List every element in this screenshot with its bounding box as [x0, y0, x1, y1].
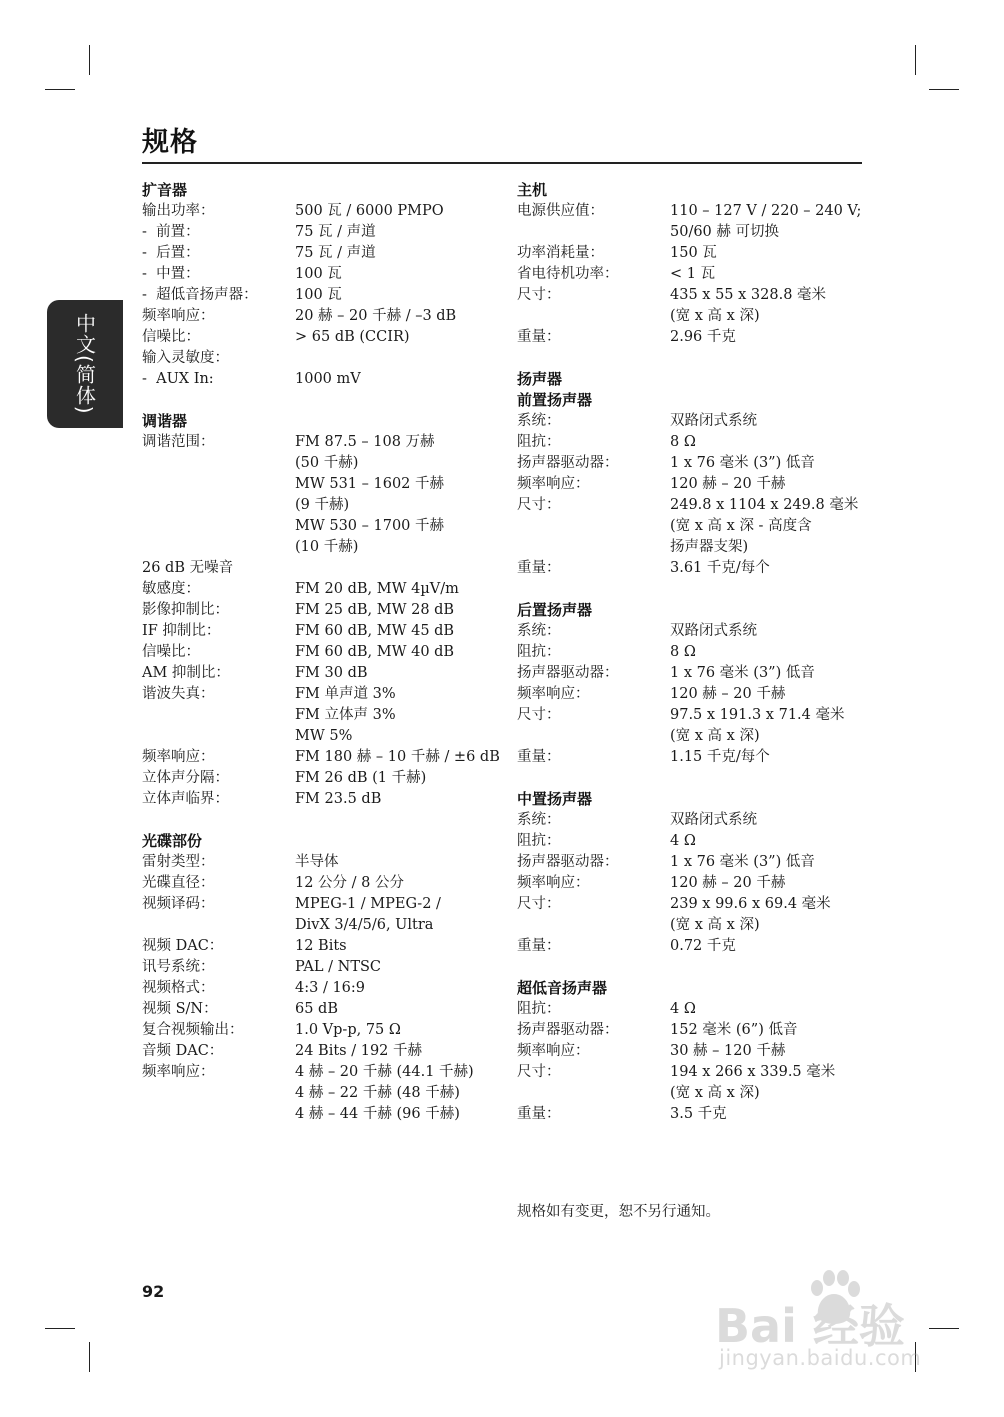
spec-value: 8 Ω	[670, 434, 696, 450]
spec-row	[517, 201, 867, 222]
spec-label: 视频译码：	[142, 896, 215, 912]
spec-label: 频率响应：	[517, 1043, 590, 1059]
spec-value: FM 60 dB, MW 45 dB	[295, 623, 455, 639]
spec-value: 110 – 127 V / 220 – 240 V;	[670, 203, 862, 219]
watermark-url: jingyan.baidu.com	[719, 1346, 922, 1370]
spec-row	[142, 915, 492, 936]
spec-row	[142, 264, 492, 285]
language-tab-label: 中文(简体)	[72, 313, 97, 415]
spec-row	[142, 978, 492, 999]
spec-value: 1.0 Vp-p, 75 Ω	[295, 1022, 401, 1038]
spec-row	[517, 411, 867, 432]
spec-value: 1.15 千克/每个	[670, 749, 770, 765]
section-title: 光碟部份	[142, 832, 203, 850]
spec-label: 输入灵敏度：	[142, 350, 229, 366]
spec-value: 97.5 x 191.3 x 71.4 毫米	[670, 707, 845, 723]
spec-row	[517, 516, 867, 537]
spec-value: 3.5 千克	[670, 1106, 727, 1122]
spec-row	[517, 495, 867, 516]
spec-value	[295, 348, 492, 369]
spec-label: 功率消耗量：	[517, 245, 604, 261]
spec-label: 信噪比：	[142, 329, 200, 345]
spec-label	[142, 453, 295, 474]
spec-label: - 中置：	[142, 266, 200, 282]
spec-value: 100 瓦	[295, 287, 342, 303]
spec-label: 系统：	[517, 812, 561, 828]
spec-label: 光碟直径：	[142, 875, 215, 891]
spec-value: 4 赫 – 22 千赫 (48 千赫)	[295, 1085, 460, 1101]
spec-value: 120 赫 – 20 千赫	[670, 686, 786, 702]
spec-row	[142, 285, 492, 306]
spec-value: 249.8 x 1104 x 249.8 毫米	[670, 497, 859, 513]
spec-row	[517, 852, 867, 873]
spec-label: 重量：	[517, 749, 561, 765]
spec-value: (宽 x 高 x 深)	[670, 1085, 760, 1101]
spec-label: 敏感度：	[142, 581, 200, 597]
spec-value: 100 瓦	[295, 266, 342, 282]
spec-label: 雷射类型：	[142, 854, 215, 870]
spec-label	[142, 537, 295, 558]
section-subtitle: 前置扬声器	[517, 391, 593, 409]
spec-row	[517, 453, 867, 474]
spec-value: 4:3 / 16:9	[295, 980, 366, 996]
spec-value: FM 30 dB	[295, 665, 368, 681]
spec-value: 8 Ω	[670, 644, 696, 660]
spec-value: 4 赫 – 20 千赫 (44.1 千赫)	[295, 1064, 474, 1080]
spec-row	[517, 1083, 867, 1104]
spec-value: FM 25 dB, MW 28 dB	[295, 602, 455, 618]
spec-label: 视频格式：	[142, 980, 215, 996]
spec-value: (50 千赫)	[295, 455, 359, 471]
spec-row	[517, 285, 867, 306]
section-title: 扬声器	[517, 370, 563, 388]
spec-row	[142, 726, 492, 747]
spec-label: 讯号系统：	[142, 959, 215, 975]
spec-value: 65 dB	[295, 1001, 338, 1017]
crop-mark	[915, 45, 916, 75]
spec-label: 扬声器驱动器：	[517, 1022, 619, 1038]
spec-label	[142, 915, 295, 936]
spec-label: 系统：	[517, 623, 561, 639]
spec-row	[142, 768, 492, 789]
spec-row	[517, 537, 867, 558]
spec-row	[517, 915, 867, 936]
spec-label: 频率响应：	[517, 875, 590, 891]
spec-row	[517, 306, 867, 327]
spec-label: - 前置：	[142, 224, 200, 240]
spec-row	[142, 201, 492, 222]
spec-value: (宽 x 高 x 深 - 高度含	[670, 518, 812, 534]
spec-row	[142, 621, 492, 642]
page-number: 92	[142, 1282, 165, 1301]
spec-label: 立体声临界：	[142, 791, 229, 807]
spec-label: 尺寸：	[517, 707, 561, 723]
spec-value: (宽 x 高 x 深)	[670, 308, 760, 324]
spec-label: 调谐范围：	[142, 434, 215, 450]
spec-row	[142, 516, 492, 537]
page-title: 规格	[142, 127, 198, 158]
spec-row	[517, 831, 867, 852]
spec-row	[517, 327, 867, 348]
spec-value: 20 赫 – 20 千赫 / –3 dB	[295, 308, 457, 324]
spec-label: 系统：	[517, 413, 561, 429]
spec-label: 尺寸：	[517, 1064, 561, 1080]
spec-value: > 65 dB (CCIR)	[295, 329, 410, 345]
spec-row	[142, 432, 492, 453]
spec-label	[142, 495, 295, 516]
spec-label: 频率响应：	[142, 308, 215, 324]
spec-label: 尺寸：	[517, 497, 561, 513]
spec-label: 立体声分隔：	[142, 770, 229, 786]
spec-value: DivX 3/4/5/6, Ultra	[295, 917, 434, 933]
spec-row	[142, 663, 492, 684]
spec-label: 频率响应：	[517, 686, 590, 702]
spec-row	[517, 894, 867, 915]
spec-label	[517, 915, 670, 936]
spec-label: 频率响应：	[142, 1064, 215, 1080]
spec-value: MW 531 – 1602 千赫	[295, 476, 445, 492]
spec-value: MPEG-1 / MPEG-2 /	[295, 896, 441, 912]
spec-row	[517, 810, 867, 831]
spec-value: 12 Bits	[295, 938, 347, 954]
spec-value: FM 26 dB (1 千赫)	[295, 770, 427, 786]
spec-value: 扬声器支架)	[670, 539, 749, 555]
spec-label: 重量：	[517, 938, 561, 954]
spec-label: IF 抑制比：	[142, 623, 221, 639]
spec-value	[295, 558, 492, 579]
spec-row	[142, 453, 492, 474]
spec-row	[142, 348, 492, 369]
section-title: 调谐器	[142, 412, 188, 430]
spec-label: 扬声器驱动器：	[517, 665, 619, 681]
spec-label: 省电待机功率：	[517, 266, 619, 282]
spec-row	[517, 621, 867, 642]
spec-value: 半导体	[295, 854, 339, 870]
spec-label: 音频 DAC：	[142, 1043, 224, 1059]
language-tab	[47, 300, 123, 428]
spec-label: 输出功率：	[142, 203, 215, 219]
spec-label: 26 dB 无噪音	[142, 560, 234, 576]
spec-value: 239 x 99.6 x 69.4 毫米	[670, 896, 831, 912]
spec-row	[517, 243, 867, 264]
spec-column-right	[517, 180, 867, 1125]
spec-value: 1 x 76 毫米 (3”) 低音	[670, 455, 815, 471]
baidu-watermark	[715, 1268, 955, 1378]
spec-label: 影像抑制比：	[142, 602, 229, 618]
spec-row	[142, 579, 492, 600]
crop-mark	[45, 1328, 75, 1329]
spec-row	[517, 1020, 867, 1041]
spec-value: MW 530 – 1700 千赫	[295, 518, 445, 534]
spec-label: - 后置：	[142, 245, 200, 261]
crop-mark	[89, 45, 90, 75]
spec-row	[142, 222, 492, 243]
spec-value: 75 瓦 / 声道	[295, 224, 376, 240]
spec-label	[517, 537, 670, 558]
spec-value: 4 Ω	[670, 833, 696, 849]
spec-value: (9 千赫)	[295, 497, 350, 513]
spec-label: 频率响应：	[142, 749, 215, 765]
spec-row	[142, 1083, 492, 1104]
spec-row	[142, 1062, 492, 1083]
spec-row	[517, 705, 867, 726]
spec-row	[517, 663, 867, 684]
spec-row	[142, 558, 492, 579]
spec-value: 4 Ω	[670, 1001, 696, 1017]
spec-value: < 1 瓦	[670, 266, 716, 282]
spec-value: FM 20 dB, MW 4µV/m	[295, 581, 459, 597]
spec-value: 120 赫 – 20 千赫	[670, 476, 786, 492]
spec-label	[142, 726, 295, 747]
spec-value: 150 瓦	[670, 245, 717, 261]
spec-value: 12 公分 / 8 公分	[295, 875, 404, 891]
spec-row	[142, 684, 492, 705]
spec-label	[142, 705, 295, 726]
spec-row	[142, 306, 492, 327]
spec-row	[142, 1020, 492, 1041]
spec-label: 电源供应值：	[517, 203, 604, 219]
spec-label	[517, 516, 670, 537]
spec-label: 阻抗：	[517, 833, 561, 849]
spec-column-left	[142, 180, 500, 1125]
spec-value: 435 x 55 x 328.8 毫米	[670, 287, 827, 303]
spec-label: 重量：	[517, 1106, 561, 1122]
spec-row	[517, 1041, 867, 1062]
section-title: 中置扬声器	[517, 790, 593, 808]
spec-row	[517, 1062, 867, 1083]
spec-row	[517, 1104, 867, 1125]
spec-row	[142, 600, 492, 621]
spec-value: FM 60 dB, MW 40 dB	[295, 644, 455, 660]
spec-row	[142, 537, 492, 558]
spec-label	[517, 306, 670, 327]
spec-row	[142, 369, 492, 390]
spec-row	[142, 789, 492, 810]
spec-row	[517, 642, 867, 663]
section-title: 扩音器	[142, 181, 188, 199]
spec-value: 194 x 266 x 339.5 毫米	[670, 1064, 836, 1080]
spec-value: 500 瓦 / 6000 PMPO	[295, 203, 444, 219]
spec-label: 尺寸：	[517, 287, 561, 303]
spec-label: 阻抗：	[517, 434, 561, 450]
spec-value: MW 5%	[295, 728, 353, 744]
title-rule	[142, 162, 862, 164]
change-notice: 规格如有变更，恕不另行通知。	[517, 1204, 720, 1220]
spec-row	[142, 1041, 492, 1062]
spec-value: 1 x 76 毫米 (3”) 低音	[670, 665, 815, 681]
spec-label: 信噪比：	[142, 644, 200, 660]
spec-value: 0.72 千克	[670, 938, 736, 954]
spec-row	[517, 999, 867, 1020]
spec-row	[142, 705, 492, 726]
spec-value: FM 87.5 – 108 万赫	[295, 434, 435, 450]
spec-row	[517, 558, 867, 579]
spec-value: 120 赫 – 20 千赫	[670, 875, 786, 891]
spec-value: FM 立体声 3%	[295, 707, 396, 723]
spec-value: 24 Bits / 192 千赫	[295, 1043, 423, 1059]
spec-row	[517, 684, 867, 705]
spec-row	[517, 936, 867, 957]
spec-row	[517, 264, 867, 285]
spec-row	[517, 726, 867, 747]
spec-label: - 超低音扬声器：	[142, 287, 258, 303]
spec-value: 双路闭式系统	[670, 623, 757, 639]
spec-value: 75 瓦 / 声道	[295, 245, 376, 261]
spec-label: 扬声器驱动器：	[517, 854, 619, 870]
section-title: 超低音扬声器	[517, 979, 608, 997]
spec-value: (宽 x 高 x 深)	[670, 728, 760, 744]
spec-value: FM 23.5 dB	[295, 791, 382, 807]
spec-row	[142, 894, 492, 915]
spec-value: (10 千赫)	[295, 539, 359, 555]
spec-row	[142, 957, 492, 978]
spec-label: 阻抗：	[517, 644, 561, 660]
spec-label: AM 抑制比：	[142, 665, 230, 681]
spec-label	[142, 1083, 295, 1104]
spec-row	[517, 474, 867, 495]
spec-label	[142, 1104, 295, 1125]
spec-value: 152 毫米 (6”) 低音	[670, 1022, 798, 1038]
spec-value: PAL / NTSC	[295, 959, 382, 975]
spec-row	[142, 1104, 492, 1125]
spec-row	[517, 432, 867, 453]
spec-value: 3.61 千克/每个	[670, 560, 770, 576]
spec-row	[517, 222, 867, 243]
spec-label: 视频 S/N：	[142, 1001, 218, 1017]
spec-row	[142, 873, 492, 894]
spec-value: 双路闭式系统	[670, 413, 757, 429]
spec-label: 扬声器驱动器：	[517, 455, 619, 471]
watermark-logo-text: Bai 经验	[715, 1299, 905, 1353]
spec-value: 30 赫 – 120 千赫	[670, 1043, 786, 1059]
spec-label: 尺寸：	[517, 896, 561, 912]
spec-row	[142, 999, 492, 1020]
spec-label: 复合视频输出：	[142, 1022, 244, 1038]
spec-value: FM 单声道 3%	[295, 686, 396, 702]
spec-row	[142, 474, 492, 495]
spec-label: 重量：	[517, 560, 561, 576]
spec-value: FM 180 赫 – 10 千赫 / ±6 dB	[295, 749, 500, 765]
spec-label: 频率响应：	[517, 476, 590, 492]
section-title: 主机	[517, 181, 548, 199]
spec-label	[142, 516, 295, 537]
spec-value: 1000 mV	[295, 371, 361, 387]
spec-label: 阻抗：	[517, 1001, 561, 1017]
crop-mark	[929, 89, 959, 90]
spec-value: (宽 x 高 x 深)	[670, 917, 760, 933]
crop-mark	[89, 1342, 90, 1372]
spec-row	[142, 327, 492, 348]
spec-value: 双路闭式系统	[670, 812, 757, 828]
spec-row	[517, 747, 867, 768]
spec-label: 谐波失真：	[142, 686, 215, 702]
spec-label	[517, 222, 670, 243]
spec-label: 视频 DAC：	[142, 938, 224, 954]
spec-label: 重量：	[517, 329, 561, 345]
crop-mark	[45, 89, 75, 90]
spec-label	[142, 474, 295, 495]
spec-value: 2.96 千克	[670, 329, 736, 345]
spec-label	[517, 1083, 670, 1104]
spec-row	[142, 243, 492, 264]
section-title: 后置扬声器	[517, 601, 593, 619]
spec-value: 4 赫 – 44 千赫 (96 千赫)	[295, 1106, 460, 1122]
spec-value: 1 x 76 毫米 (3”) 低音	[670, 854, 815, 870]
spec-label	[517, 726, 670, 747]
spec-row	[517, 873, 867, 894]
spec-label: - AUX In:	[142, 371, 214, 387]
spec-value: 50/60 赫 可切换	[670, 224, 780, 240]
spec-row	[142, 852, 492, 873]
spec-row	[142, 747, 500, 768]
spec-row	[142, 642, 492, 663]
spec-row	[142, 495, 492, 516]
spec-row	[142, 936, 492, 957]
